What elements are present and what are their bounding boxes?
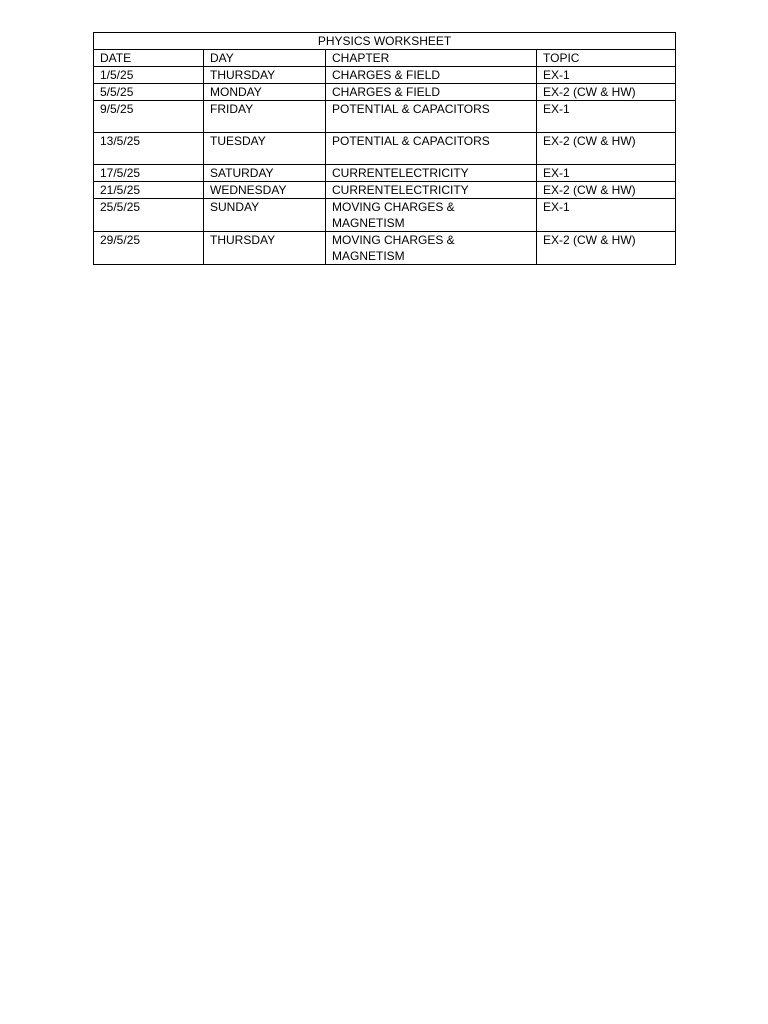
cell-date: 5/5/25: [94, 84, 204, 101]
cell-date: 1/5/25: [94, 67, 204, 84]
title-row: [94, 33, 676, 50]
cell-day: SUNDAY: [204, 199, 326, 232]
cell-topic: EX-1: [537, 67, 676, 84]
cell-topic: EX-2 (CW & HW): [537, 182, 676, 199]
cell-topic: EX-1: [537, 165, 676, 182]
table-row: [94, 67, 676, 84]
cell-topic: EX-2 (CW & HW): [537, 133, 676, 165]
table-row: [94, 101, 676, 133]
worksheet-title: PHYSICS WORKSHEET: [94, 33, 676, 50]
cell-chapter: MOVING CHARGES & MAGNETISM: [326, 232, 537, 265]
cell-day: THURSDAY: [204, 67, 326, 84]
worksheet-page: [93, 32, 675, 265]
cell-chapter: POTENTIAL & CAPACITORS: [326, 133, 537, 165]
cell-chapter: CHARGES & FIELD: [326, 67, 537, 84]
cell-date: 25/5/25: [94, 199, 204, 232]
cell-date: 9/5/25: [94, 101, 204, 133]
table-row: [94, 232, 676, 265]
table-row: [94, 133, 676, 165]
cell-chapter: POTENTIAL & CAPACITORS: [326, 101, 537, 133]
header-topic: TOPIC: [537, 50, 676, 67]
cell-chapter: MOVING CHARGES & MAGNETISM: [326, 199, 537, 232]
cell-day: FRIDAY: [204, 101, 326, 133]
cell-date: 29/5/25: [94, 232, 204, 265]
cell-day: TUESDAY: [204, 133, 326, 165]
header-date: DATE: [94, 50, 204, 67]
table-row: [94, 84, 676, 101]
cell-topic: EX-1: [537, 199, 676, 232]
cell-topic: EX-2 (CW & HW): [537, 232, 676, 265]
worksheet-table: [93, 32, 676, 265]
cell-day: SATURDAY: [204, 165, 326, 182]
cell-topic: EX-1: [537, 101, 676, 133]
cell-date: 13/5/25: [94, 133, 204, 165]
cell-day: WEDNESDAY: [204, 182, 326, 199]
table-row: [94, 199, 676, 232]
table-row: [94, 165, 676, 182]
cell-chapter: CHARGES & FIELD: [326, 84, 537, 101]
header-day: DAY: [204, 50, 326, 67]
table-row: [94, 182, 676, 199]
cell-day: MONDAY: [204, 84, 326, 101]
cell-topic: EX-2 (CW & HW): [537, 84, 676, 101]
cell-date: 21/5/25: [94, 182, 204, 199]
cell-chapter: CURRENTELECTRICITY: [326, 182, 537, 199]
cell-date: 17/5/25: [94, 165, 204, 182]
header-chapter: CHAPTER: [326, 50, 537, 67]
cell-chapter: CURRENTELECTRICITY: [326, 165, 537, 182]
cell-day: THURSDAY: [204, 232, 326, 265]
header-row: [94, 50, 676, 67]
